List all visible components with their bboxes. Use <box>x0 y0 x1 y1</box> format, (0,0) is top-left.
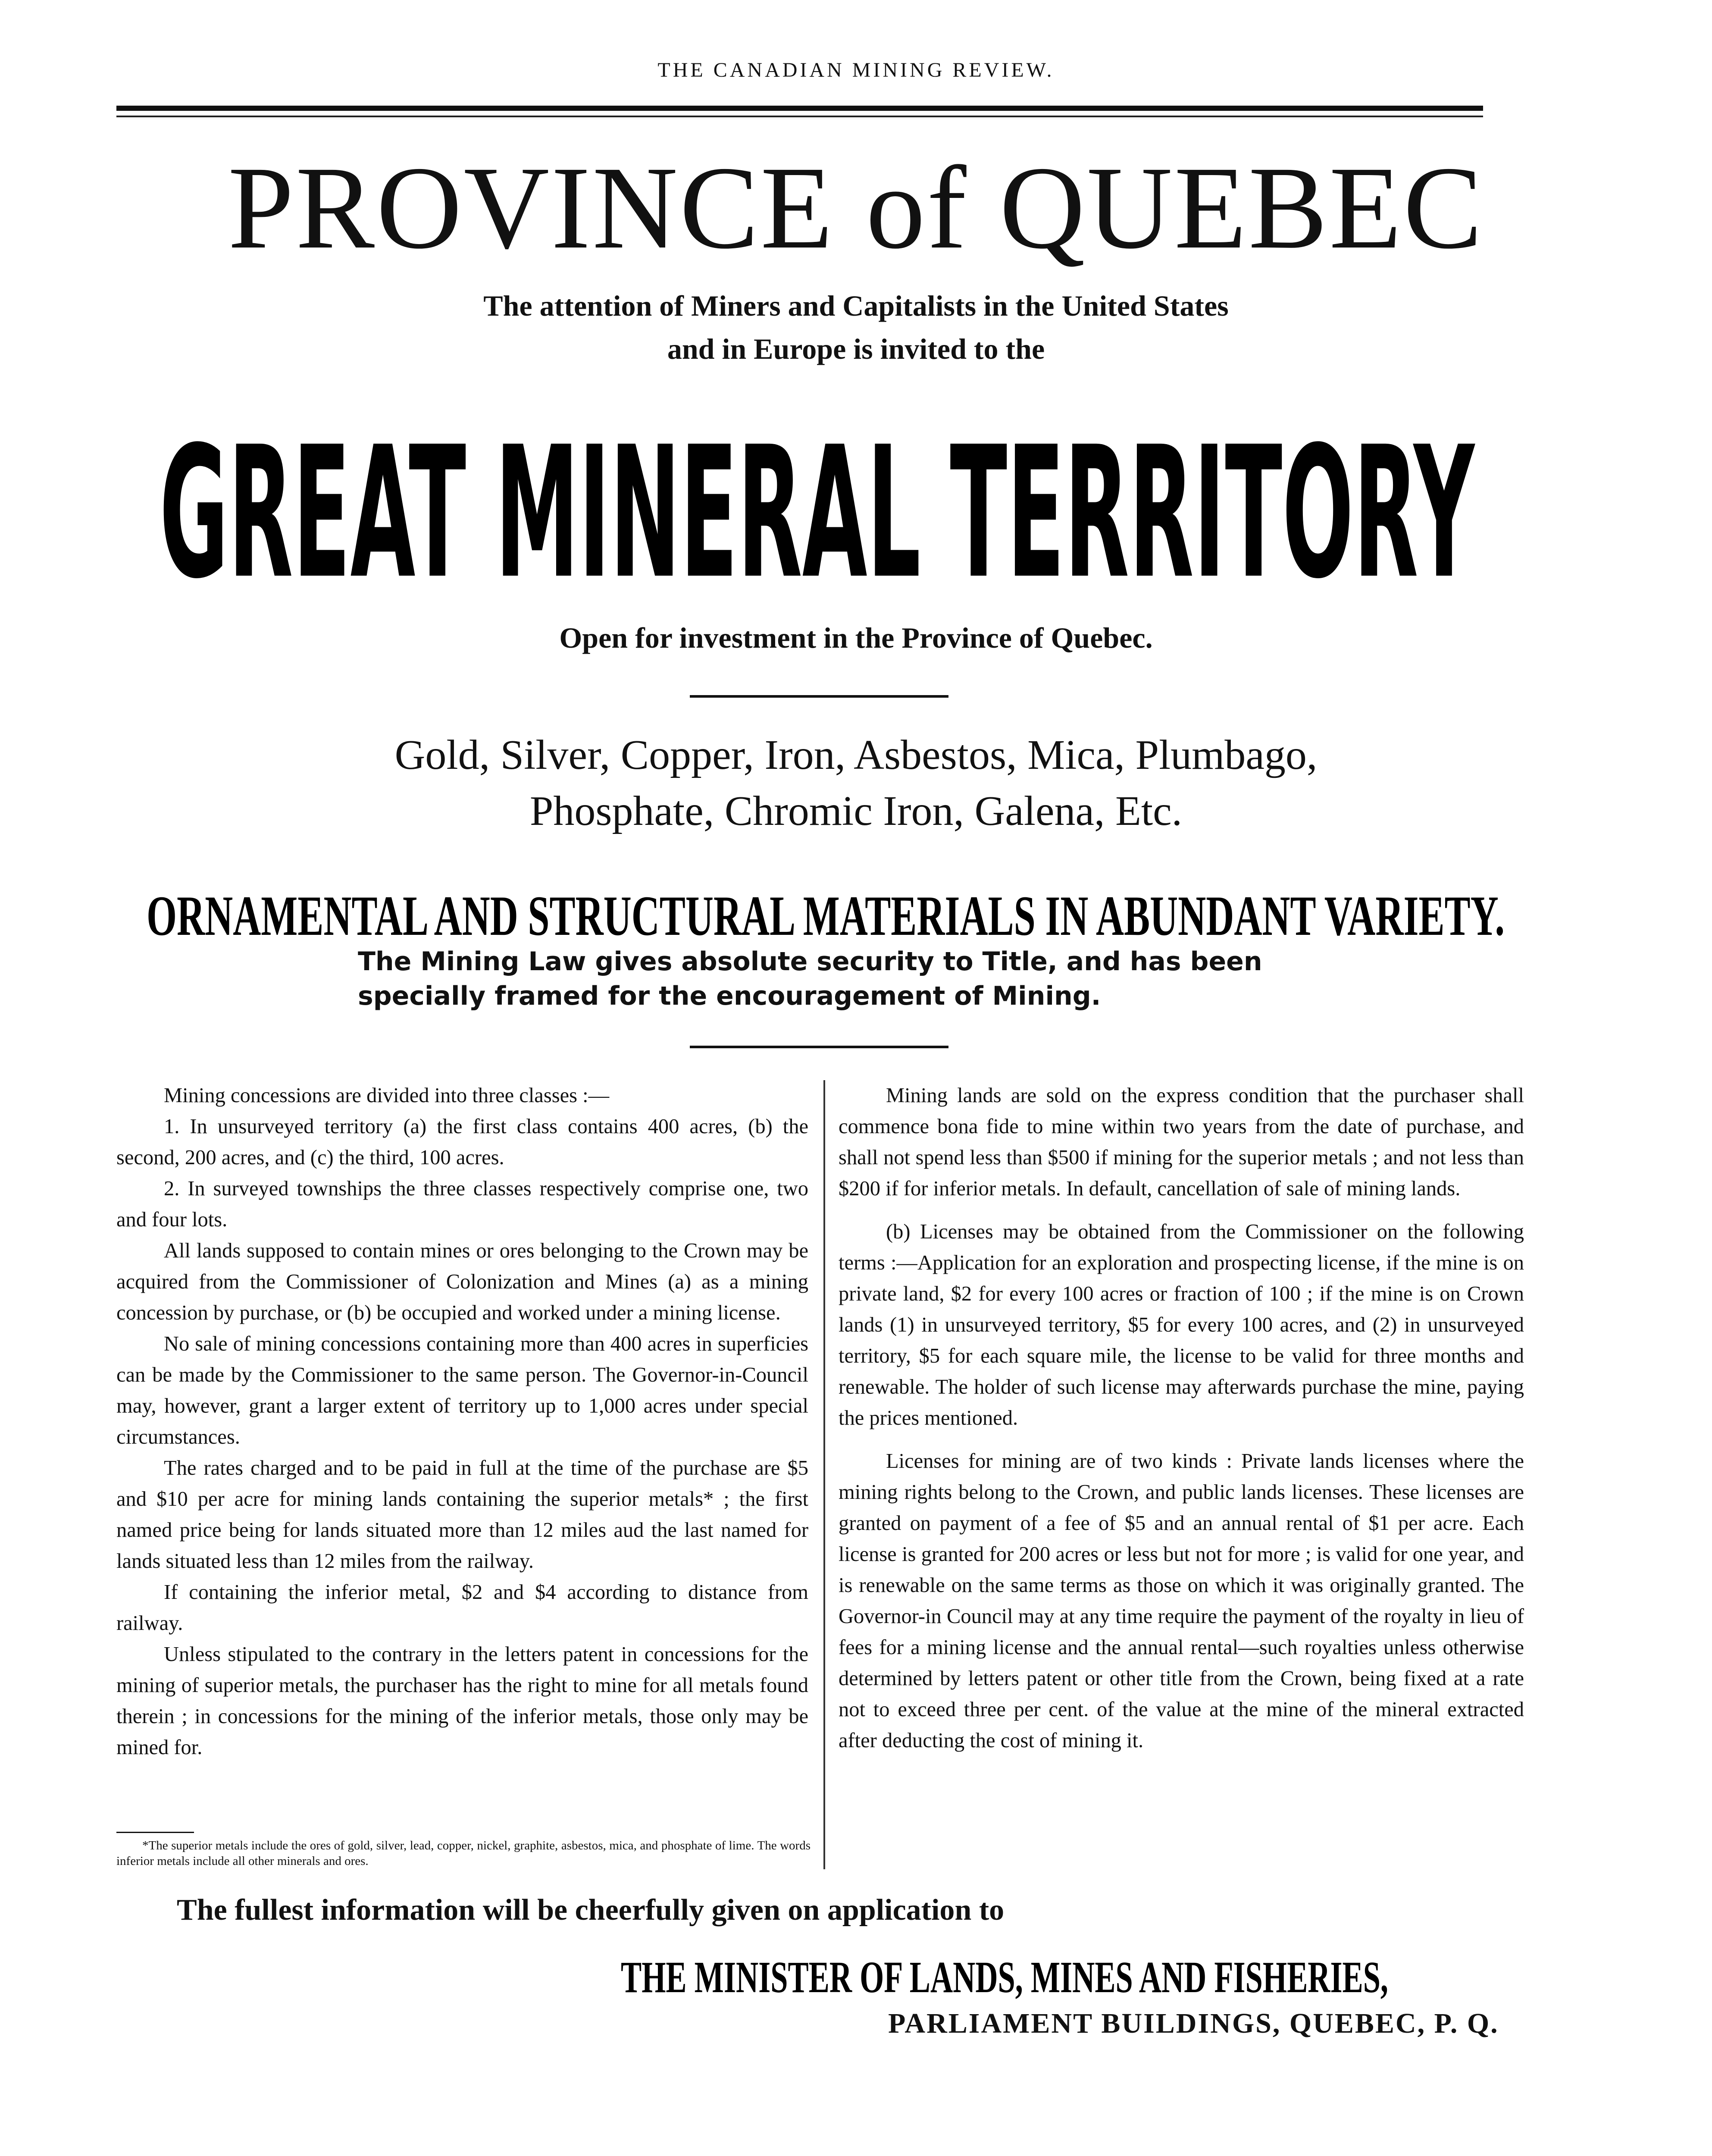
intro-line-2: and in Europe is invited to the <box>667 332 1045 365</box>
left-paragraph: 1. In unsurveyed territory (a) the first class contains 400 acres, (b) the second, 200 acres, and (c) the third, 100 acres. <box>116 1115 808 1169</box>
top-rule-thin <box>116 116 1483 117</box>
left-paragraph: Mining concessions are divided into three classes :— <box>164 1084 610 1107</box>
right-column <box>839 1080 1524 1756</box>
right-paragraph: Licenses for mining are of two kinds : Private lands licenses where the mining rights belong to the Crown, and public lands licenses. These licenses are granted on payment of a fee of $5 and an annual rental of $1 per acre. Each license is granted for 200 acres or less but not for more ; is valid for one year, and is renewable on the same terms as those on which it was originally granted. The Governor-in Council may at any time require the payment of the royalty in lieu of fees for a mining license and the annual rental—such royalties unless otherwise determined by letters patent or other title from the Crown, being fixed at a rate not to exceed three per cent. of the value at the mine of the mineral extracted after deducting the cost of mining it. <box>839 1450 1524 1752</box>
footnote-rule <box>116 1832 194 1833</box>
left-column <box>116 1080 808 1763</box>
mining-law-line-1: The Mining Law gives absolute security to Title, and has been <box>358 946 1262 977</box>
left-paragraph: Unless stipulated to the contrary in the letters patent in concessions for the mining of superior metals, the purchaser has the right to mine for all metals found therein ; in concessions for the mining of the inferior metals, those only may be mined for. <box>116 1643 808 1759</box>
headline-text: GREAT MINERAL TERRITORY <box>160 408 1475 619</box>
top-rule <box>116 106 1483 111</box>
ornamental-heading <box>147 884 1505 947</box>
open-line: Open for investment in the Province of Quebec. <box>559 621 1153 654</box>
left-paragraph: No sale of mining concessions containing more than 400 acres in superficies can be made by the Commissioner to the same person. The Governor-in-Council may, however, grant a larger extent of territory up to 1,000 acres under special circumstances. <box>116 1332 808 1448</box>
footnote <box>116 1838 811 1869</box>
running-head: THE CANADIAN MINING REVIEW. <box>657 59 1055 81</box>
headline <box>160 403 1475 619</box>
footnote-text: *The superior metals include the ores of gold, silver, lead, copper, nickel, graphite, asbestos, mica, and phosphate of lime. The words inferior metals include all other minerals and ores. <box>116 1839 811 1868</box>
right-paragraph: Mining lands are sold on the express condition that the purchaser shall commence bona fide to mine within two years from the date of purchase, and shall not spend less than $500 if mining for the superior metals ; and not less than $200 if for inferior metals. In default, cancellation of sale of mining lands. <box>839 1084 1524 1200</box>
left-paragraph: 2. In surveyed townships the three classes respectively comprise one, two and four lots. <box>116 1177 808 1231</box>
divider-rule-1 <box>690 695 948 698</box>
minerals-line-2: Phosphate, Chromic Iron, Galena, Etc. <box>529 788 1183 834</box>
closing-line: The fullest information will be cheerfully given on application to <box>177 1893 1005 1927</box>
divider-rule-2 <box>690 1046 948 1048</box>
mining-law-line-2: specially framed for the encouragement of Mining. <box>358 981 1101 1011</box>
minerals-line-1: Gold, Silver, Copper, Iron, Asbestos, Mica, Plumbago, <box>394 732 1318 778</box>
address-line: PARLIAMENT BUILDINGS, QUEBEC, P. Q. <box>888 2008 1499 2039</box>
left-paragraph: If containing the inferior metal, $2 and $4 according to distance from railway. <box>116 1581 808 1635</box>
right-paragraph: (b) Licenses may be obtained from the Commissioner on the following terms :—Application for an exploration and prospecting license, if the mine is on private land, $2 for every 100 acres or fraction of 100 ; if the mine is on Crown lands (1) in unsurveyed territory, $5 for every 100 acres, and (2) in unsurveyed territory, $5 for each square mile, the license to be valid for three months and renewable. The holder of such license may afterwards purchase the mine, paying the prices mentioned. <box>839 1220 1524 1429</box>
left-paragraph: All lands supposed to contain mines or ores belonging to the Crown may be acquired from the Commissioner of Colonization and Mines (a) as a mining concession by purchase, or (b) be occupied and worked under a mining license. <box>116 1239 808 1324</box>
ornamental-heading-text: ORNAMENTAL AND STRUCTURAL MATERIALS IN ABUNDANT VARIETY. <box>147 884 1505 947</box>
minister-line-text: THE MINISTER OF LANDS, MINES AND FISHERIES, <box>621 1952 1388 2002</box>
intro-line-1: The attention of Miners and Capitalists in the United States <box>483 289 1229 322</box>
minister-line <box>621 1949 1388 2001</box>
left-paragraph: The rates charged and to be paid in full at the time of the purchase are $5 and $10 per acre for mining lands containing the superior metals* ; the first named price being for lands situated more than 12 miles aud the last named for lands situated less than 12 miles from the railway. <box>116 1457 808 1573</box>
column-divider <box>823 1080 825 1869</box>
page-title: PROVINCE of QUEBEC <box>228 142 1484 273</box>
